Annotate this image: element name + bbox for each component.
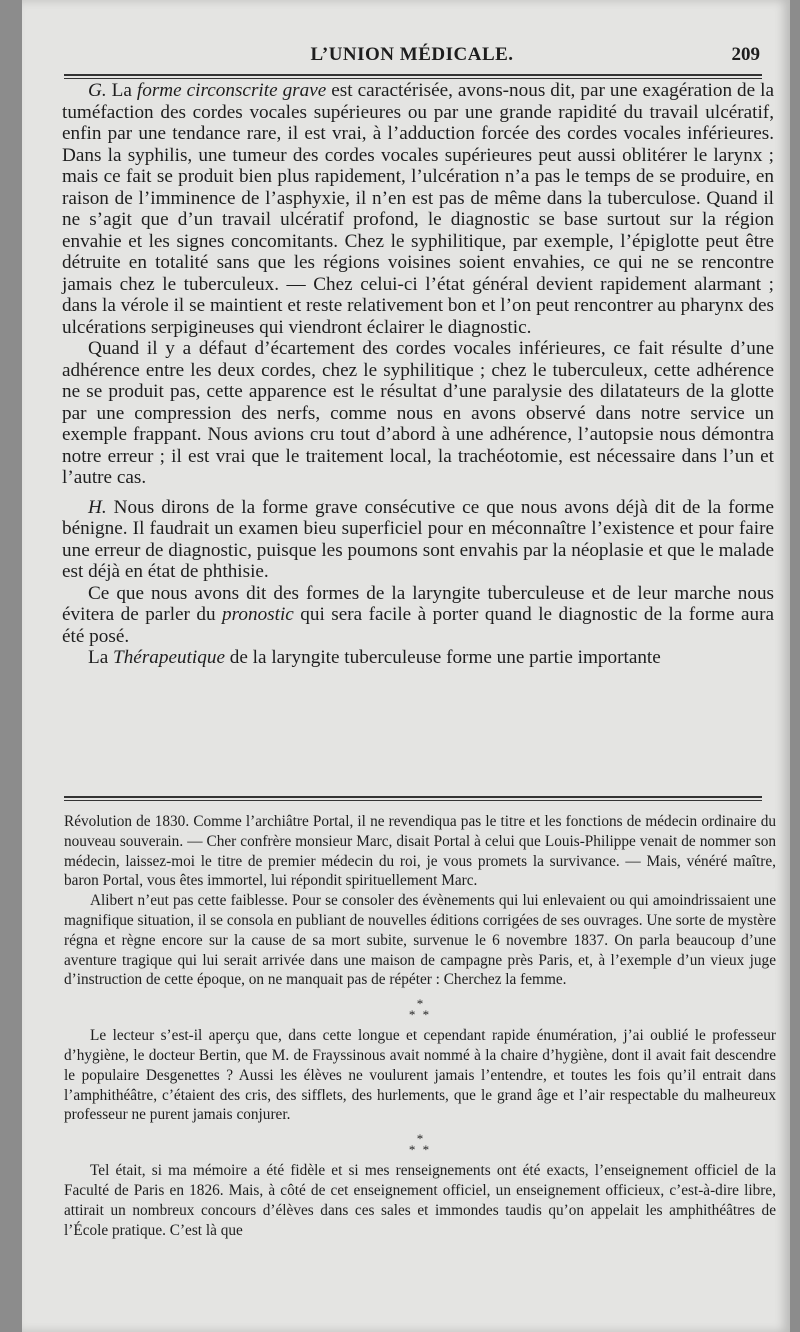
- feuilleton-paragraph-enseignement: Tel était, si ma mémoire a été fidèle et si mes renseignements ont été exacts, l’enseignement officiel de la Faculté de Paris en 1826. Mais, à côté de cet enseignement officiel, un enseignement officieux, c’est-à-dire libre, attirait un nombreux concours d’élèves dans ces sales et immondes taudis qu’on appelait les amphithéâtres de l’École pratique. C’est là que: [64, 1162, 776, 1239]
- feuilleton-paragraph-bertin: Le lecteur s’est-il aperçu que, dans cette longue et cependant rapide énumération, j’ai oublié le professeur d’hygiène, le docteur Bertin, que M. de Frayssinous avait nommé à la chaire d’hygiène, dont il avait fait descendre le populaire Desgenettes ? Aussi les élèves ne voulurent jamais l’entendre, et toutes les fois qu’il entrait dans l’amphithéâtre, c’étaient des cris, des sifflets, des hurlements, que le grand âge et l’air respectable du malheureux professeur ne purent jamais conjurer.: [64, 1027, 776, 1124]
- feuilleton-paragraph-portal: Révolution de 1830. Comme l’archiâtre Portal, il ne revendiqua pas le titre et les fonctions de médecin ordinaire du nouveau souverain. — Cher confrère monsieur Marc, disait Portal à celui que Louis-Philippe venait de nommer son médecin, laissez-moi le titre de premier médecin du roi, je vous promets la survivance. — Mais, vénéré maître, baron Portal, vous êtes immortel, lui répondit spirituellement Marc.: [64, 813, 776, 890]
- italic-therapeutique: Thérapeutique: [113, 647, 225, 668]
- paragraph-therapeutique: La Thérapeutique de la laryngite tuberculeuse forme une partie importante: [88, 647, 661, 668]
- page-number: 209: [731, 44, 760, 65]
- newspaper-page: [22, 0, 790, 1332]
- header-rule-thin: [64, 78, 762, 79]
- feuilleton: [64, 812, 776, 1240]
- italic-pronostic: pronostic: [222, 604, 294, 625]
- asterism-2: * * *: [408, 1131, 432, 1158]
- page-header: [62, 44, 762, 68]
- italic-forme-circonscrite: forme circonscrite grave: [136, 80, 327, 101]
- feuilleton-paragraph-alibert: Alibert n’eut pas cette faiblesse. Pour se consoler des évènements qui lui enlevaient ou qui amoindrissaient une magnifique situation, il se consola en publiant de nouvelles éditions corrigées de ses ouvrages. Une sorte de mystère régna et règne encore sur la cause de sa mort subite, survenue le 6 novembre 1837. On parla beaucoup d’une aventure tragique qui lui serait arrivée dans une maison de campagne près Paris, et, à l’exemple d’un vieux juge d’instruction de cette époque, on ne manquait pas de répéter : Cherchez la femme.: [64, 892, 776, 989]
- paragraph-h: H. Nous dirons de la forme grave consécutive ce que nous avons déjà dit de la forme bénigne. Il faudrait un examen bieu superficiel pour en méconnaître l’existence et pour faire une erreur de diagnostic, puisque les poumons sont envahis par la néoplasie et que le malade est déjà en état de phthisie.: [62, 496, 774, 582]
- paragraph-pronostic: Ce que nous avons dit des formes de la laryngite tuberculeuse et de leur marche nous évitera de parler du pronostic qui sera facile à porter quand le diagnostic de la forme aura été posé.: [62, 582, 774, 647]
- main-article: [62, 80, 774, 669]
- feuilleton-rule-thin: [64, 800, 762, 801]
- section-marker-g: G.: [88, 80, 107, 101]
- feuilleton-rule: [64, 796, 762, 798]
- running-title: L’UNION MÉDICALE.: [310, 44, 514, 65]
- asterism: * * *: [408, 996, 432, 1023]
- section-marker-h: H.: [88, 496, 107, 518]
- header-rule: [64, 74, 762, 76]
- paragraph-g: G. La forme circonscrite grave est caractérisée, avons-nous dit, par une exagération de la tuméfaction des cordes vocales supérieures ou par une grande rapidité du travail ulcératif, enfin par une tendance rare, il est vrai, à l’adduction forcée des cordes vocales inférieures. Dans la syphilis, une tumeur des cordes vocales supérieures peut aussi oblitérer le larynx ; mais ce fait se produit bien plus rapidement, l’ulcération n’a pas le temps de se produire, en raison de l’imminence de l’asphyxie, il n’en est pas de même dans la tuberculose. Quand il ne s’agit que d’un travail ulcératif profond, le diagnostic se base surtout sur la région envahie et les signes concomitants. Chez le syphilitique, par exemple, l’épiglotte peut être détruite en totalité sans que les régions voisines soient envahies, ce qui ne se rencontre jamais chez le tuberculeux. — Chez celui-ci l’état général devient rapidement alarmant ; dans la vérole il se maintient et reste relativement bon et l’on peut rencontrer au pharynx des ulcérations serpigineuses qui viendront éclairer le diagnostic.: [62, 80, 774, 338]
- paragraph-adherence: Quand il y a défaut d’écartement des cordes vocales inférieures, ce fait résulte d’une adhérence entre les deux cordes, chez le syphilitique ; chez le tuberculeux, cette adhérence ne se produit pas, cette apparence est le résultat d’une paralysie des dilatateurs de la glotte par une compression des nerfs, comme nous en avons observé dans notre service un exemple frappant. Nous avions cru tout d’abord à une adhérence, l’autopsie nous démontra notre erreur ; il est vrai que le traitement local, la trachéotomie, est nécessaire dans l’un et l’autre cas.: [62, 338, 774, 488]
